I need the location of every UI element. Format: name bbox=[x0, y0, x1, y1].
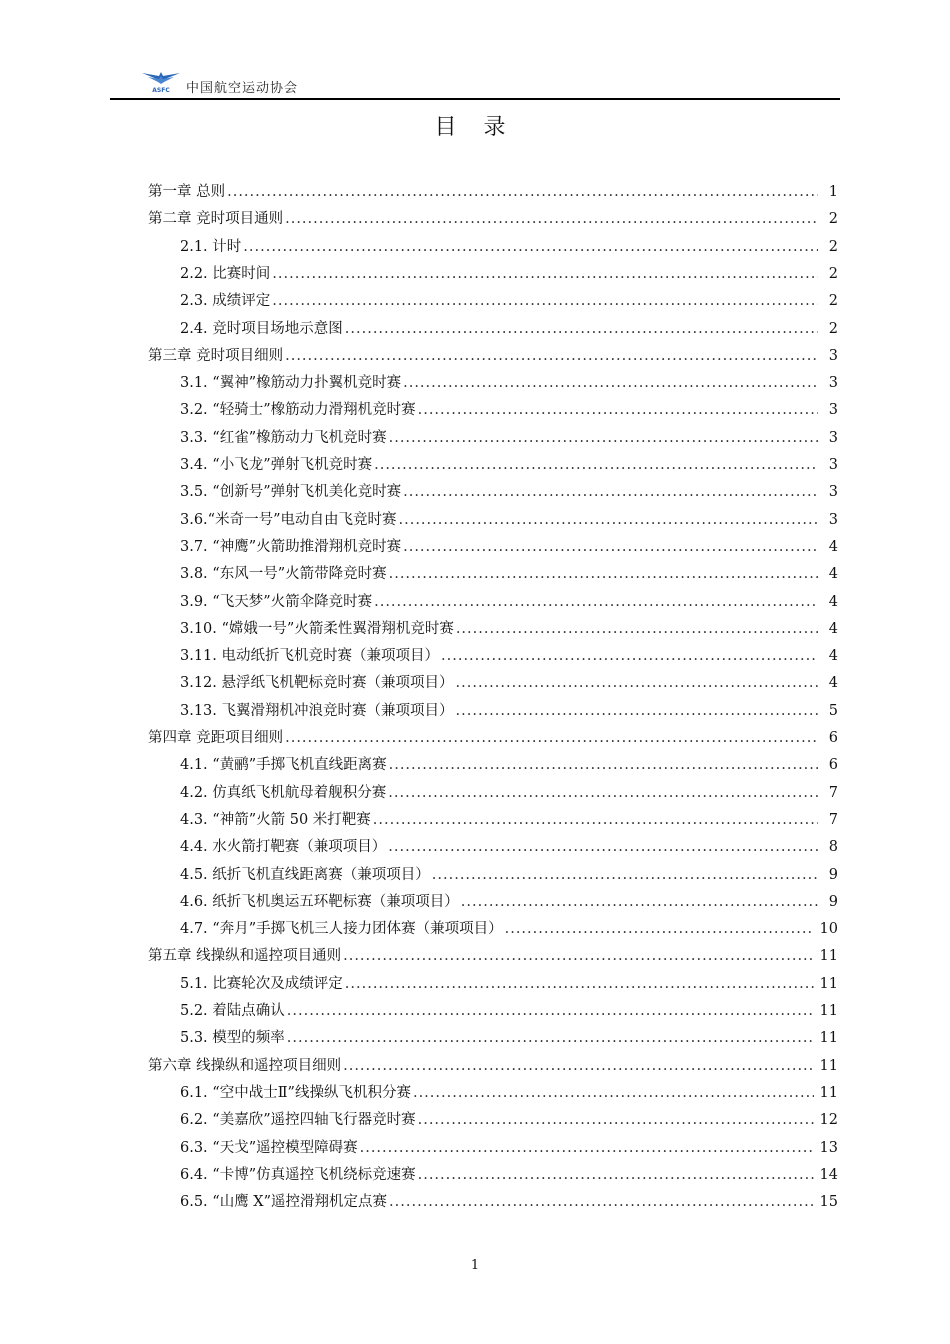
toc-entry-title: 3.7. “神鹰”火箭助推滑翔机竞时赛 bbox=[180, 538, 402, 555]
toc-entry-page: 3 bbox=[828, 347, 838, 364]
toc-leader-dots bbox=[388, 839, 818, 855]
toc-leader-dots bbox=[418, 1167, 814, 1183]
toc-entry-page: 9 bbox=[828, 866, 838, 883]
toc-entry[interactable] bbox=[180, 1108, 838, 1135]
toc-entry[interactable] bbox=[180, 289, 838, 316]
toc-entry-page: 11 bbox=[819, 1057, 838, 1074]
toc-entry-title: 3.1. “翼神”橡筋动力扑翼机竞时赛 bbox=[180, 375, 402, 392]
toc-leader-dots bbox=[287, 1003, 814, 1019]
header-divider bbox=[110, 98, 840, 100]
toc-entry[interactable] bbox=[180, 617, 838, 644]
toc-entry-title: 3.10. “嫦娥一号”火箭柔性翼滑翔机竞时赛 bbox=[180, 620, 454, 637]
toc-entry-title: 5.3. 模型的频率 bbox=[180, 1030, 285, 1047]
toc-entry-title: 6.5. “山鹰 X”遥控滑翔机定点赛 bbox=[180, 1194, 388, 1211]
toc-entry-page: 11 bbox=[819, 1030, 838, 1047]
toc-entry-page: 8 bbox=[828, 839, 838, 856]
toc-entry-page: 6 bbox=[828, 730, 838, 746]
toc-entry-title: 第三章 竞时项目细则 bbox=[148, 347, 284, 364]
asfc-logo-icon bbox=[140, 64, 182, 94]
logo-text: ASFC bbox=[152, 87, 170, 94]
toc-entry[interactable] bbox=[148, 344, 838, 371]
toc-entry[interactable] bbox=[180, 398, 838, 425]
toc-entry[interactable] bbox=[180, 781, 838, 808]
toc-entry[interactable] bbox=[180, 917, 838, 944]
organization-name: 中国航空运动协会 bbox=[186, 81, 299, 96]
toc-entry[interactable] bbox=[180, 535, 838, 562]
toc-entry[interactable] bbox=[148, 207, 838, 234]
toc-entry[interactable] bbox=[148, 1054, 838, 1081]
toc-entry-page: 4 bbox=[828, 538, 838, 555]
toc-entry-page: 3 bbox=[828, 457, 838, 473]
toc-leader-dots bbox=[389, 1194, 814, 1210]
toc-entry[interactable] bbox=[180, 644, 838, 671]
toc-entry-title: 4.6. 纸折飞机奥运五环靶标赛（兼项项目） bbox=[180, 893, 459, 910]
toc-leader-dots bbox=[227, 184, 818, 200]
toc-entry-page: 12 bbox=[819, 1112, 838, 1129]
toc-leader-dots bbox=[505, 921, 814, 937]
toc-entry-title: 3.2. “轻骑士”橡筋动力滑翔机竞时赛 bbox=[180, 402, 416, 419]
toc-entry-title: 第二章 竞时项目通则 bbox=[148, 211, 284, 228]
toc-entry-page: 11 bbox=[819, 948, 838, 965]
page-number: 1 bbox=[470, 1258, 480, 1273]
toc-entry[interactable] bbox=[180, 590, 838, 617]
toc-entry[interactable] bbox=[180, 835, 838, 862]
toc-leader-dots bbox=[456, 703, 818, 719]
toc-entry-page: 2 bbox=[828, 320, 838, 337]
toc-entry[interactable] bbox=[180, 1136, 838, 1163]
toc-entry-title: 6.1. “空中战士Ⅱ”线操纵飞机积分赛 bbox=[180, 1084, 411, 1101]
toc-entry-title: 第四章 竞距项目细则 bbox=[148, 730, 284, 746]
toc-entry-page: 11 bbox=[819, 1003, 838, 1019]
toc-entry-title: 6.4. “卡博”仿真遥控飞机绕标竞速赛 bbox=[180, 1166, 416, 1183]
toc-entry[interactable] bbox=[180, 753, 838, 780]
toc-entry-page: 4 bbox=[828, 620, 838, 637]
toc-entry-title: 3.13. 飞翼滑翔机冲浪竞时赛（兼项项目） bbox=[180, 702, 454, 719]
toc-leader-dots bbox=[456, 621, 818, 637]
toc-entry[interactable] bbox=[180, 972, 838, 999]
toc-entry-page: 3 bbox=[828, 511, 838, 528]
toc-entry-page: 3 bbox=[828, 402, 838, 419]
toc-entry[interactable] bbox=[180, 480, 838, 507]
toc-leader-dots bbox=[343, 948, 813, 964]
toc-entry-page: 7 bbox=[828, 784, 838, 801]
toc-entry[interactable] bbox=[180, 317, 838, 344]
toc-leader-dots bbox=[285, 348, 818, 364]
toc-entry[interactable] bbox=[180, 1081, 838, 1108]
toc-entry[interactable] bbox=[180, 1190, 838, 1217]
toc-entry-title: 4.4. 水火箭打靶赛（兼项项目） bbox=[180, 839, 387, 856]
toc-leader-dots bbox=[272, 266, 818, 282]
toc-entry[interactable] bbox=[180, 671, 838, 698]
toc-entry[interactable] bbox=[180, 262, 838, 289]
toc-entry[interactable] bbox=[180, 863, 838, 890]
toc-leader-dots bbox=[345, 976, 814, 992]
toc-leader-dots bbox=[389, 757, 818, 773]
toc-entry-title: 6.3. “天戈”遥控模型障碍赛 bbox=[180, 1139, 358, 1156]
toc-entry-title: 3.4. “小飞龙”弹射飞机竞时赛 bbox=[180, 457, 373, 473]
toc-entry[interactable] bbox=[180, 808, 838, 835]
toc-leader-dots bbox=[285, 730, 818, 746]
toc-leader-dots bbox=[343, 1058, 813, 1074]
toc-leader-dots bbox=[441, 648, 818, 664]
toc-entry-page: 9 bbox=[828, 893, 838, 910]
toc-leader-dots bbox=[418, 402, 818, 418]
toc-leader-dots bbox=[272, 293, 818, 309]
toc-entry-title: 3.9. “飞天梦”火箭伞降竞时赛 bbox=[180, 593, 373, 610]
toc-entry-title: 6.2. “美嘉欣”遥控四轴飞行器竞时赛 bbox=[180, 1112, 416, 1129]
toc-entry-title: 2.4. 竞时项目场地示意图 bbox=[180, 320, 343, 337]
toc-leader-dots bbox=[373, 812, 818, 828]
toc-leader-dots bbox=[456, 675, 818, 691]
toc-leader-dots bbox=[403, 375, 818, 391]
toc-entry[interactable] bbox=[180, 426, 838, 453]
toc-leader-dots bbox=[403, 484, 818, 500]
toc-entry[interactable] bbox=[180, 1163, 838, 1190]
toc-entry-page: 4 bbox=[828, 648, 838, 665]
toc-leader-dots bbox=[360, 1140, 814, 1156]
toc-leader-dots bbox=[461, 894, 818, 910]
toc-entry-title: 4.2. 仿真纸飞机航母着舰积分赛 bbox=[180, 784, 387, 801]
toc-entry-title: 第五章 线操纵和遥控项目通则 bbox=[148, 948, 342, 965]
toc-entry-title: 3.11. 电动纸折飞机竞时赛（兼项项目） bbox=[180, 648, 440, 665]
toc-entry-page: 1 bbox=[828, 184, 838, 200]
toc-entry[interactable] bbox=[180, 699, 838, 726]
toc-entry-title: 4.1. “黄鹂”手掷飞机直线距离赛 bbox=[180, 757, 387, 774]
toc-entry[interactable] bbox=[148, 180, 838, 207]
toc-leader-dots bbox=[418, 1112, 814, 1128]
toc-entry-title: 2.3. 成绩评定 bbox=[180, 293, 271, 310]
toc-entry-title: 5.1. 比赛轮次及成绩评定 bbox=[180, 975, 343, 992]
toc-entry-page: 11 bbox=[819, 975, 838, 992]
toc-entry-title: 5.2. 着陆点确认 bbox=[180, 1003, 285, 1019]
toc-leader-dots bbox=[389, 430, 818, 446]
toc-entry-page: 4 bbox=[828, 675, 838, 692]
toc-leader-dots bbox=[374, 594, 818, 610]
toc-entry-page: 15 bbox=[819, 1194, 838, 1211]
toc-entry-page: 4 bbox=[828, 593, 838, 610]
toc-entry-page: 4 bbox=[828, 566, 838, 583]
toc-entry[interactable] bbox=[180, 562, 838, 589]
toc-entry-page: 2 bbox=[828, 238, 838, 255]
toc-entry-page: 2 bbox=[828, 211, 838, 228]
toc-entry-page: 7 bbox=[828, 811, 838, 828]
toc-leader-dots bbox=[389, 566, 818, 582]
toc-entry[interactable] bbox=[180, 1026, 838, 1053]
toc-entry-title: 4.3. “神箭”火箭 50 米打靶赛 bbox=[180, 811, 371, 828]
toc-entry-page: 3 bbox=[828, 429, 838, 446]
toc-leader-dots bbox=[413, 1085, 814, 1101]
toc-entry-page: 3 bbox=[828, 375, 838, 392]
toc-entry-page: 11 bbox=[819, 1084, 838, 1101]
page-title: 目 录 bbox=[434, 115, 516, 140]
toc-entry-title: 3.5. “创新号”弹射飞机美化竞时赛 bbox=[180, 484, 402, 501]
toc-leader-dots bbox=[432, 867, 818, 883]
toc-entry[interactable] bbox=[180, 235, 838, 262]
toc-entry-page: 5 bbox=[828, 702, 838, 719]
toc-leader-dots bbox=[374, 457, 818, 473]
toc-entry-title: 第六章 线操纵和遥控项目细则 bbox=[148, 1057, 342, 1074]
toc-entry[interactable] bbox=[148, 726, 838, 753]
toc-entry-title: 3.3. “红雀”橡筋动力飞机竞时赛 bbox=[180, 429, 387, 446]
toc-entry-title: 2.2. 比赛时间 bbox=[180, 265, 271, 282]
toc-leader-dots bbox=[287, 1030, 814, 1046]
toc-leader-dots bbox=[399, 512, 819, 528]
toc-leader-dots bbox=[388, 785, 818, 801]
toc-entry-title: 第一章 总则 bbox=[148, 184, 226, 200]
toc-entry-title: 3.6.“米奇一号”电动自由飞竞时赛 bbox=[180, 511, 397, 528]
toc-entry-page: 3 bbox=[828, 484, 838, 501]
page-header bbox=[110, 58, 840, 102]
toc-leader-dots bbox=[403, 539, 818, 555]
toc-entry-title: 4.7. “奔月”手掷飞机三人接力团体赛（兼项项目） bbox=[180, 921, 503, 938]
toc-entry-page: 2 bbox=[828, 265, 838, 282]
toc-entry[interactable] bbox=[180, 999, 838, 1026]
toc-leader-dots bbox=[243, 239, 818, 255]
toc-entry[interactable] bbox=[180, 508, 838, 535]
toc-leader-dots bbox=[345, 321, 818, 337]
toc-entry-title: 3.8. “东风一号”火箭带降竞时赛 bbox=[180, 566, 387, 583]
toc-entry-page: 6 bbox=[828, 757, 838, 774]
toc-entry-page: 2 bbox=[828, 293, 838, 310]
toc-entry[interactable] bbox=[180, 890, 838, 917]
toc-entry[interactable] bbox=[148, 944, 838, 971]
toc-entry-page: 10 bbox=[819, 921, 838, 938]
toc-entry[interactable] bbox=[180, 371, 838, 398]
toc-leader-dots bbox=[285, 211, 818, 227]
toc-entry[interactable] bbox=[180, 453, 838, 480]
toc-entry-title: 2.1. 计时 bbox=[180, 238, 242, 255]
toc-entry-page: 13 bbox=[819, 1139, 838, 1156]
toc-entry-page: 14 bbox=[819, 1166, 838, 1183]
toc-entry-title: 4.5. 纸折飞机直线距离赛（兼项项目） bbox=[180, 866, 430, 883]
toc-entry-title: 3.12. 悬浮纸飞机靶标竞时赛（兼项项目） bbox=[180, 675, 454, 692]
